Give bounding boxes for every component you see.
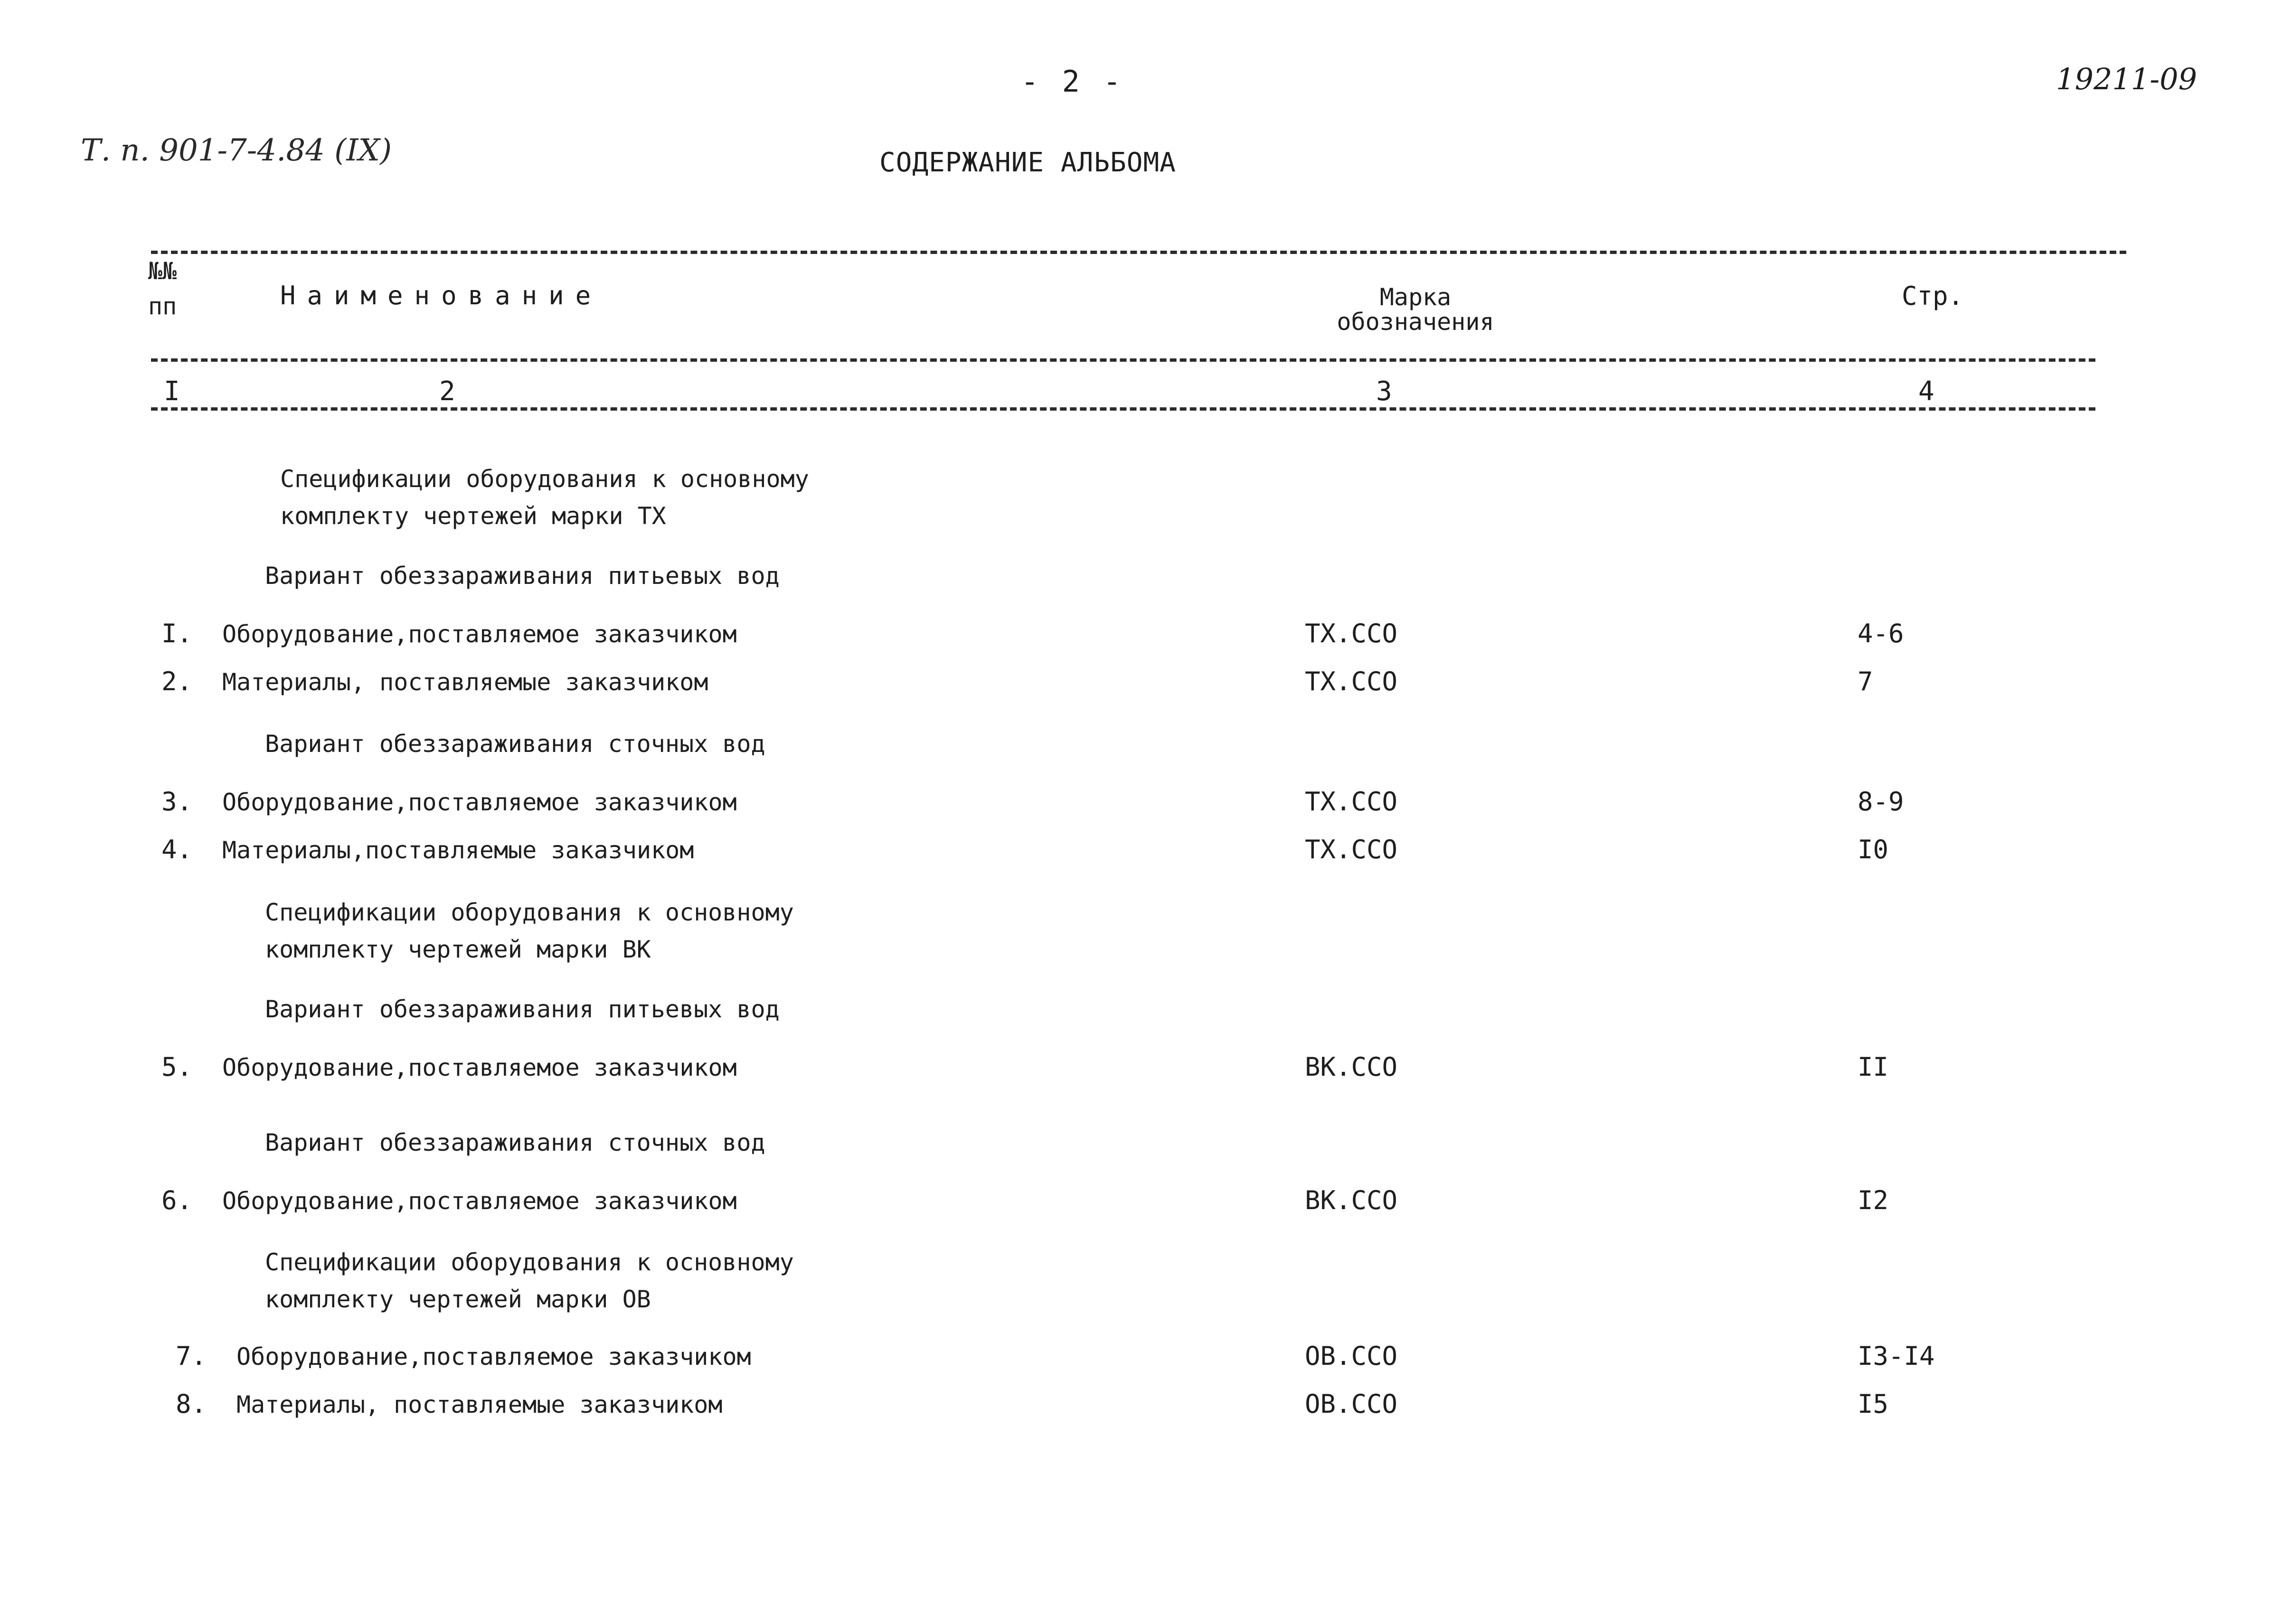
row-page: II — [1858, 1052, 1889, 1082]
variant-title: Вариант обеззараживания сточных вод — [265, 730, 765, 758]
row-num: 8. — [176, 1389, 207, 1419]
column-number-4: 4 — [1918, 376, 1934, 407]
row-mark: ТХ.ССО — [1305, 619, 1398, 648]
section-title-line: комплекту чертежей марки ТХ — [280, 502, 666, 530]
row-name: Оборудование,поставляемое заказчиком — [222, 1054, 737, 1081]
row-page: I5 — [1858, 1389, 1889, 1419]
row-mark: ОВ.ССО — [1305, 1389, 1398, 1419]
row-name: Материалы, поставляемые заказчиком — [236, 1391, 723, 1418]
row-page: 4-6 — [1858, 619, 1904, 648]
row-mark: ОВ.ССО — [1305, 1341, 1398, 1371]
section-title-line: Спецификации оборудования к основному — [280, 465, 809, 493]
project-code-handwritten: Т. п. 901-7-4.84 (IX) — [81, 133, 392, 168]
section-title-tx — [280, 460, 809, 535]
row-page: 8-9 — [1858, 787, 1904, 817]
row-mark: ВК.ССО — [1305, 1185, 1398, 1215]
row-name: Материалы,поставляемые заказчиком — [222, 836, 694, 864]
row-num: 7. — [176, 1341, 207, 1371]
row-name: Оборудование,поставляемое заказчиком — [222, 789, 737, 816]
column-number-2: 2 — [439, 376, 455, 407]
header-num-line1: №№ — [148, 257, 177, 285]
section-title-vk — [265, 894, 794, 968]
section-title-ov — [265, 1244, 794, 1318]
row-name: Оборудование,поставляемое заказчиком — [222, 1187, 737, 1215]
column-numbers-rule — [151, 407, 2095, 411]
header-num — [148, 259, 177, 319]
section-title-line: комплекту чертежей марки ОВ — [265, 1286, 651, 1313]
document-title: СОДЕРЖАНИЕ АЛЬБОМА — [879, 147, 1176, 178]
table-header-rule — [151, 358, 2095, 362]
variant-title: Вариант обеззараживания питьевых вод — [265, 995, 780, 1023]
row-name: Материалы, поставляемые заказчиком — [222, 668, 708, 696]
variant-title: Вариант обеззараживания питьевых вод — [265, 562, 780, 590]
row-page: I2 — [1858, 1185, 1889, 1215]
row-mark: ТХ.ССО — [1305, 787, 1398, 817]
section-title-line: Спецификации оборудования к основному — [265, 899, 794, 926]
row-num: 3. — [161, 787, 193, 817]
variant-title: Вариант обеззараживания сточных вод — [265, 1129, 765, 1156]
page-number: - 2 - — [1021, 64, 1124, 99]
row-mark: ТХ.ССО — [1305, 666, 1398, 696]
row-mark: ВК.ССО — [1305, 1052, 1398, 1082]
row-mark: ТХ.ССО — [1305, 835, 1398, 864]
row-num: I. — [161, 619, 193, 648]
header-mark — [1332, 285, 1499, 334]
row-num: 4. — [161, 835, 193, 864]
column-number-3: 3 — [1376, 376, 1392, 407]
row-page: I0 — [1858, 835, 1889, 864]
header-page: Стр. — [1902, 281, 1964, 311]
column-number-1: I — [164, 376, 180, 407]
row-name: Оборудование,поставляемое заказчиком — [236, 1343, 751, 1371]
row-page: 7 — [1858, 666, 1873, 696]
section-title-line: Спецификации оборудования к основному — [265, 1249, 794, 1276]
section-title-line: комплекту чертежей марки ВК — [265, 936, 651, 963]
album-code: 19211-09 — [2056, 62, 2198, 96]
row-num: 2. — [161, 666, 193, 696]
header-name: Наименование — [280, 281, 603, 310]
header-mark-line1: Марка — [1379, 283, 1452, 311]
header-mark-line2: обозначения — [1337, 308, 1494, 336]
table-top-rule — [151, 251, 2126, 254]
row-num: 6. — [161, 1185, 193, 1215]
row-num: 5. — [161, 1052, 193, 1082]
row-page: I3-I4 — [1858, 1341, 1935, 1371]
row-name: Оборудование,поставляемое заказчиком — [222, 620, 737, 648]
header-num-line2: пп — [148, 292, 177, 320]
